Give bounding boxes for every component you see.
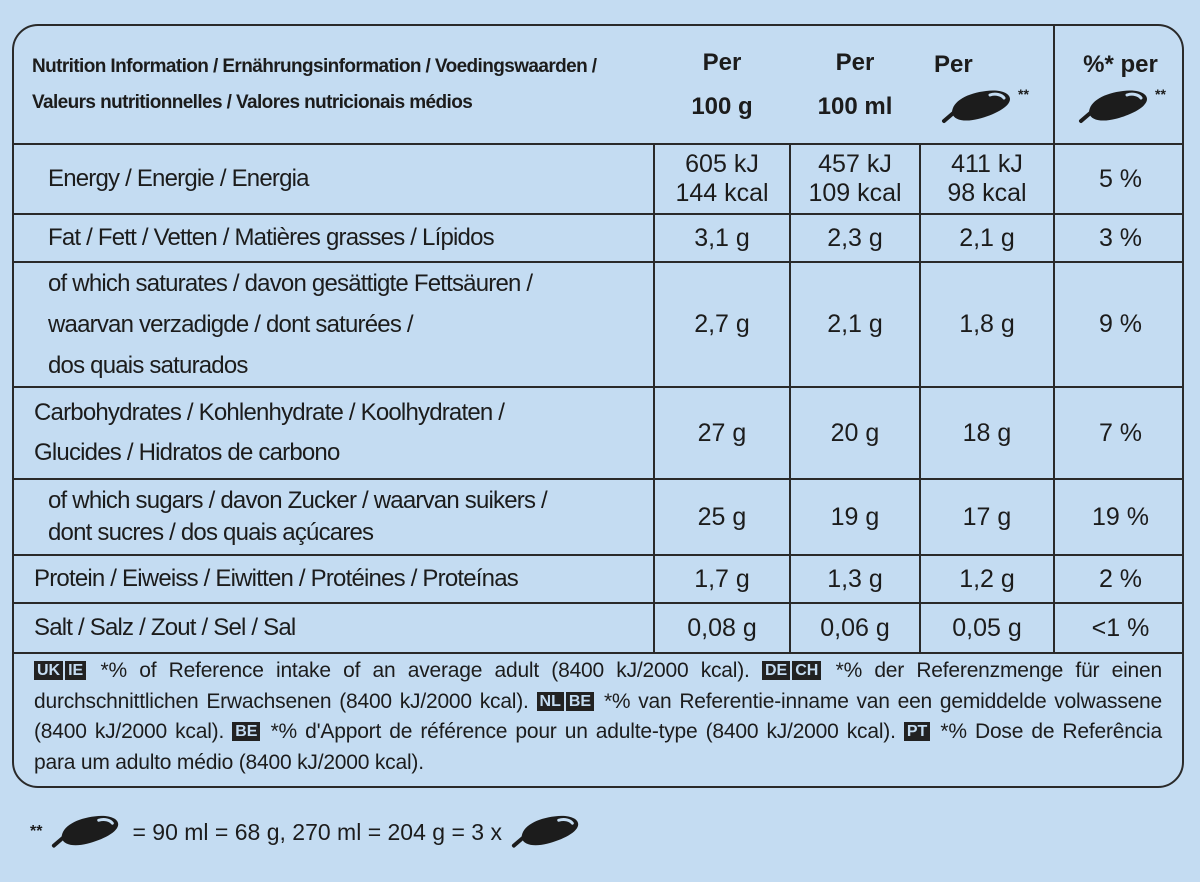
cell-protein-ri: 2 % <box>1054 555 1184 603</box>
row-label-protein: Protein / Eiweiss / Eiwitten / Protéines / Proteínas <box>14 555 654 603</box>
title-line-2: Valeurs nutritionnelles / Valores nutricionais médios <box>32 91 473 113</box>
nutrition-table <box>14 26 1184 654</box>
flag-pt: PT <box>904 722 930 741</box>
row-label-carbohydrates: Carbohydrates / Kohlenhydrate / Koolhydraten / Glucides / Hidratos de carbono <box>14 387 654 479</box>
flag-de: DE <box>762 661 790 680</box>
ice-cream-bar-icon <box>508 812 586 852</box>
cell-saturates-ri: 9 % <box>1054 262 1184 387</box>
col1-line1: Per <box>702 48 742 76</box>
footnote-text-de: *% der Referenzmenge für einen durchschnittlichen Erwachsenen (8400 kJ/2000 kcal). <box>34 659 1162 713</box>
ice-cream-bar-icon <box>1075 87 1155 127</box>
row-label-salt: Salt / Salz / Zout / Sel / Sal <box>14 603 654 653</box>
row-label-energy: Energy / Energie / Energia <box>14 144 654 214</box>
row-label-sugars: of which sugars / davon Zucker / waarvan suikers / dont sucres / dos quais açúcares <box>14 479 654 555</box>
cell-fat-ri: 3 % <box>1054 214 1184 262</box>
table-row <box>14 214 1184 262</box>
col2-line2: 100 ml <box>817 92 893 120</box>
cell-carbs-ri: 7 % <box>1054 387 1184 479</box>
col-header-per-portion <box>920 26 1054 144</box>
col-header-per-100g <box>654 26 790 144</box>
cell-fat-portion: 2,1 g <box>920 214 1054 262</box>
col3-mark: ** <box>1018 85 1029 102</box>
portion-note <box>30 812 586 852</box>
cell-carbs-100g: 27 g <box>654 387 790 479</box>
row-label-fat: Fat / Fett / Vetten / Matières grasses / Lípidos <box>14 214 654 262</box>
flag-ch: CH <box>792 661 821 680</box>
col-header-per-100ml <box>790 26 920 144</box>
cell-saturates-100ml: 2,1 g <box>790 262 920 387</box>
flag-be: BE <box>566 692 594 711</box>
col-header-percent-ri <box>1054 26 1184 144</box>
cell-energy-100ml: 457 kJ 109 kcal <box>790 144 920 214</box>
table-row <box>14 555 1184 603</box>
cell-carbs-portion: 18 g <box>920 387 1054 479</box>
footnote-text-pt: *% Dose de Referência para um adulto médio (8400 kJ/2000 kcal). <box>34 720 1162 774</box>
col4-icon-wrap <box>1055 87 1184 127</box>
nutrition-panel <box>12 24 1184 788</box>
reference-intake-footnote <box>14 650 1182 778</box>
cell-protein-portion: 1,2 g <box>920 555 1054 603</box>
table-row <box>14 479 1184 555</box>
ice-cream-bar-icon <box>48 812 126 852</box>
cell-salt-100ml: 0,06 g <box>790 603 920 653</box>
table-title <box>14 26 654 144</box>
flag-ie: IE <box>65 661 86 680</box>
cell-energy-portion: 411 kJ 98 kcal <box>920 144 1054 214</box>
cell-fat-100g: 3,1 g <box>654 214 790 262</box>
cell-carbs-100ml: 20 g <box>790 387 920 479</box>
table-row <box>14 603 1184 653</box>
table-header-row <box>14 26 1184 144</box>
cell-sugars-ri: 19 % <box>1054 479 1184 555</box>
flag-nl: NL <box>537 692 564 711</box>
col1-line2: 100 g <box>691 92 753 120</box>
flag-be-fr: BE <box>232 722 260 741</box>
cell-salt-portion: 0,05 g <box>920 603 1054 653</box>
cell-fat-100ml: 2,3 g <box>790 214 920 262</box>
cell-salt-100g: 0,08 g <box>654 603 790 653</box>
col2-line1: Per <box>835 48 875 76</box>
table-row <box>14 262 1184 387</box>
flag-uk: UK <box>34 661 63 680</box>
cell-sugars-100g: 25 g <box>654 479 790 555</box>
cell-energy-100g: 605 kJ 144 kcal <box>654 144 790 214</box>
table-row <box>14 387 1184 479</box>
title-line-1: Nutrition Information / Ernährungsinformation / Voedingswaarden / <box>32 55 597 77</box>
footnote-text-fr: *% d'Apport de référence pour un adulte-type (8400 kJ/2000 kcal). <box>270 720 896 743</box>
cell-sugars-portion: 17 g <box>920 479 1054 555</box>
cell-saturates-portion: 1,8 g <box>920 262 1054 387</box>
row-label-saturates: of which saturates / davon gesättigte Fettsäuren / waarvan verzadigde / dont saturées / dos quais saturados <box>14 262 654 387</box>
cell-energy-ri: 5 % <box>1054 144 1184 214</box>
col3-line1: Per <box>934 50 973 78</box>
portion-note-prefix: ** <box>30 823 43 840</box>
ice-cream-bar-icon <box>938 87 1018 127</box>
footnote-text-nl: *% van Referentie-inname van een gemiddelde volwassene (8400 kJ/2000 kcal). <box>34 689 1163 743</box>
cell-sugars-100ml: 19 g <box>790 479 920 555</box>
col4-line1: %* per <box>1083 50 1158 78</box>
portion-note-text: = 90 ml = 68 g, 270 ml = 204 g = 3 x <box>132 818 502 845</box>
col3-icon-wrap <box>920 87 1053 127</box>
footnote-text-en: *% of Reference intake of an average adult (8400 kJ/2000 kcal). <box>100 659 750 682</box>
cell-protein-100g: 1,7 g <box>654 555 790 603</box>
table-row <box>14 144 1184 214</box>
col4-mark: ** <box>1155 85 1166 102</box>
cell-protein-100ml: 1,3 g <box>790 555 920 603</box>
cell-saturates-100g: 2,7 g <box>654 262 790 387</box>
cell-salt-ri: <1 % <box>1054 603 1184 653</box>
